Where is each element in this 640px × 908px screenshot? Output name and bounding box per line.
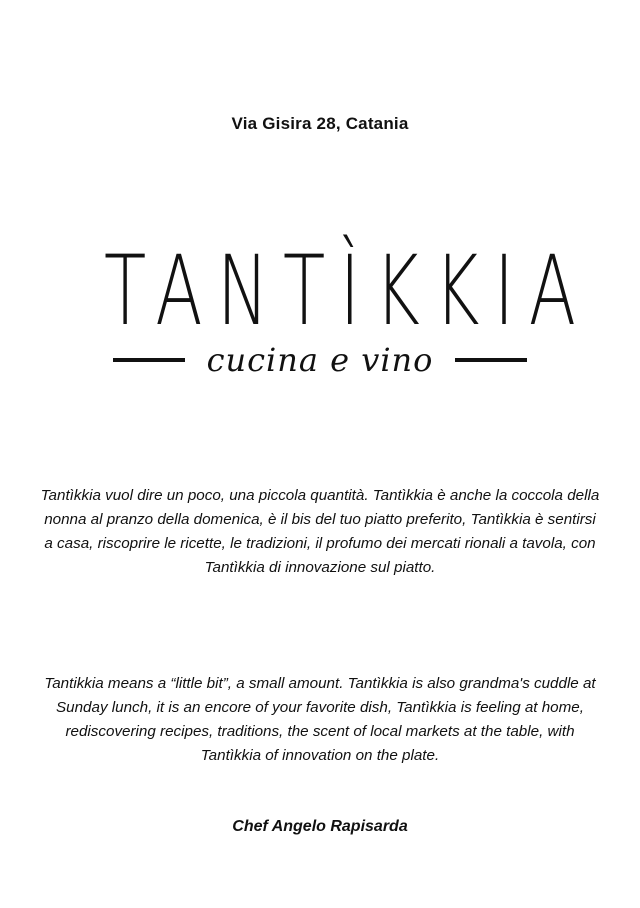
logo-wordmark: TANTÌKKIA <box>103 235 591 347</box>
logo-left-rule <box>113 358 185 362</box>
english-description: Tantikkia means a “little bit”, a small amount. Tantìkkia is also grandma's cuddle at Sunday lunch, it is an encore of your favorite dish, Tantìkkia is feeling at home, rediscovering recipes, traditions, the scent of local markets at the table, with Tantìkkia of innovation on the plate. <box>44 675 596 764</box>
restaurant-address: Via Gisira 28, Catania <box>231 114 409 133</box>
chef-signature: Chef Angelo Rapisarda <box>232 818 408 835</box>
logo-tagline-row <box>113 340 527 380</box>
logo-right-rule <box>455 358 527 362</box>
logo-tagline: cucina e vino <box>206 341 434 379</box>
italian-description: Tantìkkia vuol dire un poco, una piccola quantità. Tantìkkia è anche la coccola della nonna al pranzo della domenica, è il bis del tuo piatto preferito, Tantìkkia è sentirsi a casa, riscoprire le ricette, le tradizioni, il profumo dei mercati rionali a tavola, con Tantìkkia di innovazione sul piatto. <box>40 487 600 576</box>
